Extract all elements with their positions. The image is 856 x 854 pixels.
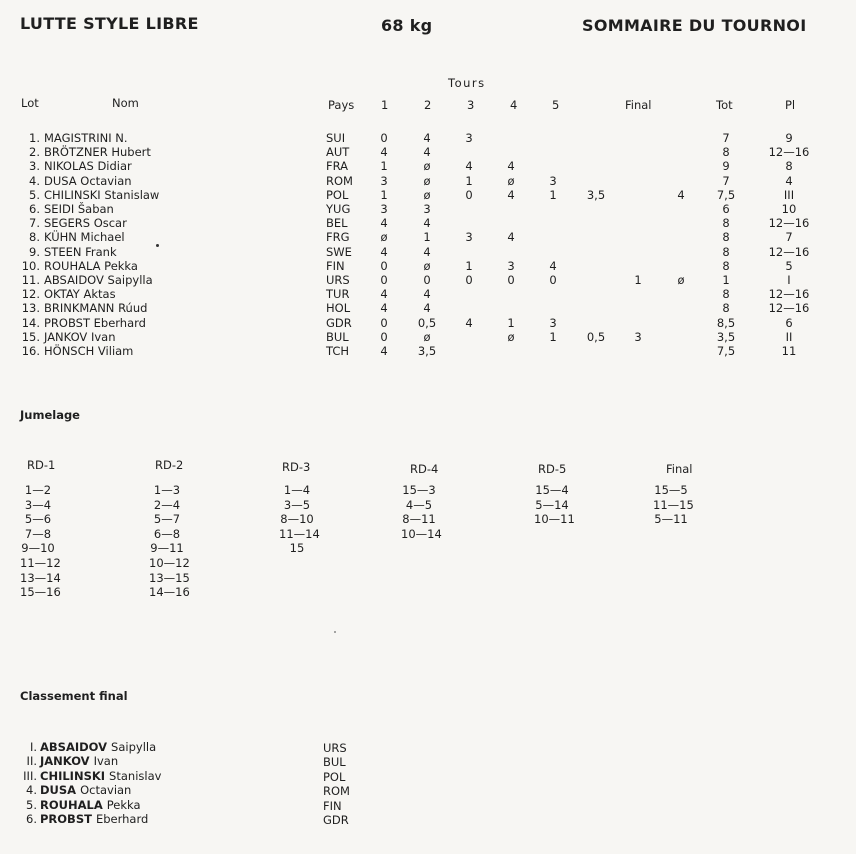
athlete-last-name: PROBST [40,812,92,826]
pairing: 14—16 [149,585,190,600]
col-round-2: 2 [424,98,432,112]
pairing: 5—11 [654,512,688,527]
cell-nom: BRINKMANN Rúud [44,301,148,316]
table-row [0,131,856,145]
pairing: 10—11 [534,512,575,527]
cell-nom: BRÖTZNER Hubert [44,145,151,160]
cell-nom: ROUHALA Pekka [44,258,138,273]
cell-r1: 1 [380,187,388,202]
cell-r3: 4 [465,159,473,174]
cell-lot: 15. [21,329,40,344]
cell-pays: POL [326,187,349,202]
cell-pl: 8 [785,159,793,174]
cell-pays: ROM [326,173,353,188]
cell-nom: DUSA Octavian [44,173,132,188]
athlete-country: POL [323,769,346,784]
cell-lot: 6. [29,202,40,216]
col-pays: Pays [328,98,355,112]
cell-r1: 1 [380,159,388,174]
athlete-last-name: CHILINSKI [40,768,106,783]
athlete-name [40,783,131,797]
cell-r1: 4 [380,244,388,259]
cell-r3: 1 [465,173,473,188]
cell-r1: 4 [380,216,388,231]
athlete-first-name: Ivan [93,754,119,769]
cell-lot: 12. [21,287,40,302]
cell-r2: 4 [423,145,431,160]
pairing: 1—4 [283,483,311,497]
cell-r2: 3 [423,202,431,216]
table-row [0,188,856,202]
cell-r3: 1 [465,258,473,273]
cell-tot: 7,5 [716,187,736,202]
cell-r2: 3,5 [417,344,437,358]
pairing: 13—15 [149,570,190,585]
pairing: 8—10 [280,512,314,527]
pairing: 8—11 [402,512,436,527]
round-label: RD-2 [155,458,184,472]
table-row [0,301,856,315]
cell-r2: ø [423,173,431,188]
cell-pays: YUG [326,202,351,216]
cell-nom: PROBST Eberhard [44,315,146,330]
table-row [0,202,856,216]
cell-f3: 4 [677,187,685,202]
cell-r1: 3 [380,202,388,216]
cell-lot: 3. [29,159,40,174]
cell-nom: CHILINSKI Stanislaw [44,187,160,202]
pairing: 1—2 [24,483,52,497]
cell-pl: II [785,329,793,344]
athlete-name [40,812,148,826]
cell-r3: 3 [465,131,473,145]
cell-r1: 3 [380,173,388,188]
table-row [0,174,856,188]
cell-r4: ø [507,173,515,188]
col-lot: Lot [21,96,39,110]
cell-pl: I [787,273,791,287]
cell-r1: 4 [380,344,388,358]
athlete-name [40,769,161,783]
cell-lot: 7. [29,216,40,231]
cell-pays: SUI [326,131,346,145]
cell-r2: ø [423,187,431,202]
table-row [0,316,856,330]
rank-number: II. [26,754,37,769]
pairing: 10—12 [149,556,190,570]
cell-lot: 11. [21,273,40,287]
col-round-5: 5 [552,98,560,112]
pairing: 13—14 [20,570,61,585]
pairing: 15—5 [654,483,688,497]
cell-pl: 12—16 [768,145,810,160]
cell-lot: 1. [29,131,40,145]
cell-nom: MAGISTRINI N. [44,131,128,145]
round-label: RD-4 [410,462,439,476]
pairing: 9—11 [150,541,184,556]
print-speck [334,631,336,633]
athlete-last-name: JANKOV [40,754,90,769]
cell-pays: SWE [326,244,352,259]
table-row [0,344,856,358]
cell-r5: 3 [549,173,557,188]
cell-pays: GDR [326,315,352,330]
cell-pays: BUL [326,329,349,344]
cell-r5: 0 [549,273,557,287]
cell-r1: 0 [380,131,388,145]
table-row [0,330,856,344]
round-label: RD-1 [27,458,56,472]
classement-title: Classement final [20,689,128,703]
table-row [0,287,856,301]
athlete-first-name: Octavian [80,783,132,798]
cell-pl: III [783,187,795,202]
jumelage-title: Jumelage [20,408,80,422]
cell-pays: TUR [326,287,350,302]
header-title-right: SOMMAIRE DU TOURNOI [582,16,807,35]
cell-r2: 4 [423,216,431,231]
cell-r3: 0 [465,187,473,202]
cell-pays: URS [326,273,350,287]
cell-lot: 5. [29,187,40,202]
pairing: 7—8 [24,526,52,541]
athlete-first-name: Pekka [106,797,141,812]
cell-r1: ø [380,230,388,245]
cell-tot: 8 [722,216,730,231]
print-speck [156,244,159,247]
rank-number: 5. [26,797,37,812]
cell-r2: ø [423,329,431,344]
col-nom: Nom [112,96,139,110]
cell-lot: 10. [21,258,40,273]
pairing: 11—14 [279,526,320,541]
col-round-3: 3 [467,98,475,112]
table-row [0,145,856,159]
cell-f2: 1 [634,273,642,287]
cell-tot: 6 [722,202,730,216]
col-pl: Pl [785,98,796,112]
cell-r4: 4 [507,230,515,245]
tours-label: Tours [448,76,486,90]
athlete-last-name: ABSAIDOV [40,740,108,754]
table-row [0,245,856,259]
cell-nom: NIKOLAS Didiar [44,159,132,174]
cell-tot: 8 [722,145,730,160]
athlete-last-name: DUSA [40,783,77,798]
cell-r1: 4 [380,301,388,316]
athlete-country: BUL [323,755,346,770]
cell-r4: 4 [507,187,515,202]
cell-r5: 1 [549,187,557,202]
table-row [0,230,856,244]
cell-tot: 7 [722,173,730,188]
cell-r5: 4 [549,258,557,273]
cell-lot: 2. [29,145,40,160]
pairing: 6—8 [153,526,181,541]
cell-f1: 0,5 [586,329,606,344]
cell-f2: 3 [634,329,642,344]
cell-nom: STEEN Frank [44,244,117,259]
cell-tot: 8 [722,244,730,259]
cell-r4: ø [507,329,515,344]
cell-pl: 7 [785,230,793,245]
pairing: 1—3 [153,483,181,497]
cell-pl: 10 [781,202,797,216]
cell-r4: 0 [507,273,515,287]
cell-tot: 8 [722,258,730,273]
cell-nom: JANKOV Ivan [44,329,116,344]
cell-r3: 4 [465,315,473,330]
cell-tot: 3,5 [716,329,736,344]
cell-pays: FRG [326,230,350,245]
cell-tot: 8 [722,287,730,302]
pairing: 2—4 [153,497,181,512]
cell-nom: KÜHN Michael [44,230,125,245]
cell-r2: 0,5 [417,315,437,330]
cell-r2: ø [423,258,431,273]
athlete-last-name: ROUHALA [40,797,103,812]
col-final: Final [625,98,652,112]
rank-number: 6. [26,812,37,826]
cell-r3: 0 [465,273,473,287]
cell-tot: 8 [722,301,730,316]
cell-lot: 9. [29,244,40,259]
athlete-country: ROM [323,784,350,799]
cell-r2: ø [423,159,431,174]
cell-r1: 4 [380,145,388,160]
cell-nom: OKTAY Aktas [44,287,116,302]
cell-nom: ABSAIDOV Saipylla [44,273,153,287]
round-label: Final [666,462,693,476]
pairing: 15 [289,541,305,556]
cell-r5: 3 [549,315,557,330]
cell-r1: 4 [380,287,388,302]
cell-r4: 1 [507,315,515,330]
cell-lot: 13. [21,301,40,316]
cell-pl: 5 [785,258,793,273]
table-row [0,159,856,173]
pairing: 5—7 [153,512,181,527]
cell-nom: HÖNSCH Viliam [44,344,134,358]
cell-lot: 4. [29,173,40,188]
cell-pl: 12—16 [768,244,810,259]
pairing: 15—16 [20,585,61,600]
athlete-country: FIN [323,798,342,813]
header-title-left: LUTTE STYLE LIBRE [20,14,199,33]
cell-pays: BEL [326,216,348,231]
athlete-country: URS [323,741,347,755]
cell-r1: 0 [380,315,388,330]
pairing: 10—14 [401,526,442,541]
cell-nom: SEIDI Šaban [44,202,114,216]
cell-pays: HOL [326,301,351,316]
athlete-name [40,798,141,812]
col-round-4: 4 [510,98,518,112]
cell-pays: AUT [326,145,350,160]
athlete-first-name: Saipylla [111,740,157,754]
athlete-name [40,754,118,768]
rank-number: I. [29,740,37,754]
cell-pl: 4 [785,173,793,188]
cell-lot: 8. [29,230,40,245]
cell-tot: 8,5 [716,315,736,330]
cell-tot: 8 [722,230,730,245]
cell-pl: 11 [781,344,797,358]
cell-r4: 4 [507,159,515,174]
cell-f1: 3,5 [586,187,606,202]
rank-number: III. [23,768,37,783]
pairing: 15—4 [535,483,569,497]
pairing: 11—12 [20,556,61,570]
cell-pays: FIN [326,258,345,273]
cell-tot: 7 [722,131,730,145]
pairing: 4—5 [405,497,433,512]
pairing: 9—10 [21,541,55,556]
cell-r2: 0 [423,273,431,287]
cell-tot: 1 [722,273,730,287]
round-label: RD-5 [538,462,567,476]
cell-r2: 4 [423,244,431,259]
pairing: 3—5 [283,497,311,512]
table-row [0,273,856,287]
cell-pl: 6 [785,315,793,330]
cell-pays: TCH [326,344,350,358]
cell-pays: FRA [326,159,349,174]
athlete-country: GDR [323,813,349,827]
cell-r2: 4 [423,287,431,302]
cell-pl: 12—16 [768,301,810,316]
col-tot: Tot [716,98,733,112]
cell-r5: 1 [549,329,557,344]
cell-pl: 9 [785,131,793,145]
cell-r3: 3 [465,230,473,245]
table-row [0,259,856,273]
cell-r2: 4 [423,301,431,316]
athlete-first-name: Eberhard [95,812,149,826]
pairing: 11—15 [653,497,694,512]
pairing: 5—14 [535,497,569,512]
cell-pl: 12—16 [768,287,810,302]
cell-r2: 4 [423,131,431,145]
col-round-1: 1 [381,98,389,112]
athlete-name [40,740,156,754]
cell-r4: 3 [507,258,515,273]
cell-nom: SEGERS Oscar [44,216,127,231]
pairing: 15—3 [402,483,436,497]
cell-r1: 0 [380,329,388,344]
round-label: RD-3 [282,460,311,474]
header-weight-class: 68 kg [381,16,433,35]
rank-number: 4. [26,783,37,798]
table-row [0,216,856,230]
cell-lot: 14. [21,315,40,330]
cell-f3: ø [677,273,685,287]
athlete-first-name: Stanislav [109,768,162,783]
cell-tot: 7,5 [716,344,736,358]
pairing: 3—4 [24,497,52,512]
cell-r1: 0 [380,258,388,273]
pairing: 5—6 [24,512,52,527]
cell-pl: 12—16 [768,216,810,231]
cell-lot: 16. [21,344,40,358]
cell-r1: 0 [380,273,388,287]
cell-tot: 9 [722,159,730,174]
cell-r2: 1 [423,230,431,245]
